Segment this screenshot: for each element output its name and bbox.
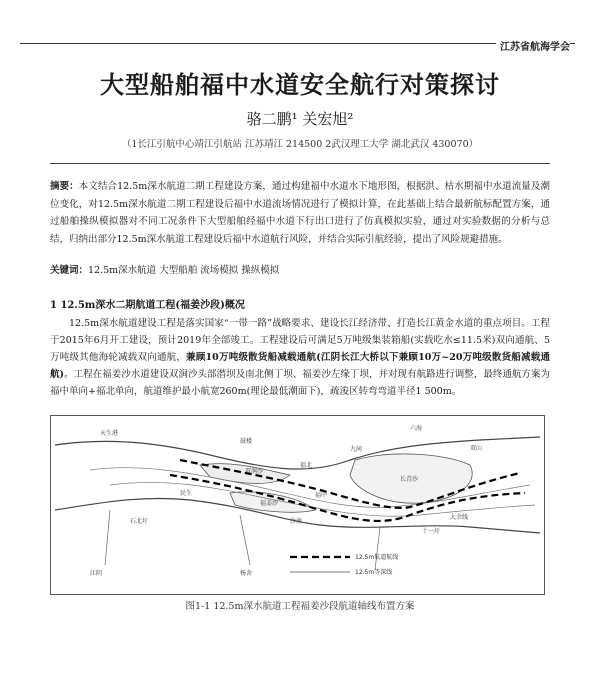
legend-channel-label: 12.5m航道航线 [355,554,399,561]
channel-map-figure [50,415,545,595]
label-fubei: 福北 [300,462,313,469]
label-fuzhong: 福中 [315,492,328,499]
figure-caption: 图1-1 12.5m深水航道工程福姜沙段航道轴线布置方案 [185,601,415,612]
label-liuhai: 六海 [410,425,423,432]
paper-affiliation: （1长江引航中心靖江引航站 江苏靖江 214500 2武汉理工大学 湖北武汉 430070） [121,139,479,150]
label-yangshe: 杨舍 [240,570,253,577]
paper-authors: 骆二鹏¹ 关宏旭² [246,110,354,128]
title-rule [50,163,550,164]
abstract-label: 摘要： [50,181,79,192]
keywords [50,262,550,276]
label-changqingsha: 长青沙 [400,476,419,483]
label-minsheng: 民生 [180,490,193,497]
label-shibeiyu: 石北圩 [130,518,149,525]
label-shuangshan: 双山 [470,445,483,452]
label-gulou: 鼓楼 [240,438,253,445]
paper-title: 大型船舶福中水道安全航行对策探讨 [100,71,500,99]
paragraph-text-1: 12.5m深水航道建设工程是落实国家“一带一路”战略要求、建设长江经济带、打造长江黄金水道的重点项目。工程于2015年6月开工建设，预计2019年全部竣工。工程建设后可满足5万吨级集装箱船(实载吃水≤11.5米)双向通航、5万吨级其他海轮减载双向通航， [50,318,550,363]
label-shanan: 沙南 [290,518,303,525]
label-shuangjiansha: 双涧沙 [245,468,264,475]
section-heading: 1 12.5m深水二期航道工程(福姜沙段)概况 [50,300,245,311]
label-jiujian: 九间 [350,446,363,453]
label-dayuxian: 大余线 [450,514,469,521]
label-jiangyin: 江阴 [90,570,103,577]
paragraph-text-2: 。工程在福姜沙水道建设双涧沙头部潜坝及南北侧丁坝、福姜沙左缘丁坝，并对现有航路进行调整，最终通航方案为福中单向+福北单向，航道维护最小航宽260m(理论最低潮面下)，疏浚区转弯弯道半径1 500m。 [50,369,550,397]
label-tianshenggang: 天生港 [100,430,119,437]
paragraph-bold-text: 兼顾10万吨级散货船减载通航(江阴长江大桥以下兼顾10万~20万吨级散货船减载通航) [50,352,550,380]
header-rule [20,43,575,44]
keywords-label: 关键词： [50,265,89,276]
label-fujiangsha: 福姜沙 [260,500,279,507]
abstract [50,178,550,248]
label-shiyiwei: 十一圩 [422,528,441,535]
legend-contour-label: 12.5m等深线 [355,569,393,576]
abstract-text: 本文结合12.5m深水航道二期工程建设方案，通过构建福中水道水下地形图，根据洪、枯水期福中水道流量及潮位变化，对12.5m深水航道二期工程建设后福中水道流场情况进行了模拟计算，在此基础上结合最新航标配置方案，通过船舶操纵模拟器对不同工况条件下大型船舶经福中水道下行出口进行了仿真模拟实验，通过对实验数据的分析与总结，归纳出部分12.5m深水航道工程建设后福中水道航行风险，并结合实际引航经验，提出了风险规避措施。 [50,181,550,245]
section-paragraph [50,315,550,400]
journal-name: 江苏省航海学会 [496,38,570,53]
keywords-text: 12.5m深水航道 大型船舶 流场模拟 操纵模拟 [88,265,280,276]
